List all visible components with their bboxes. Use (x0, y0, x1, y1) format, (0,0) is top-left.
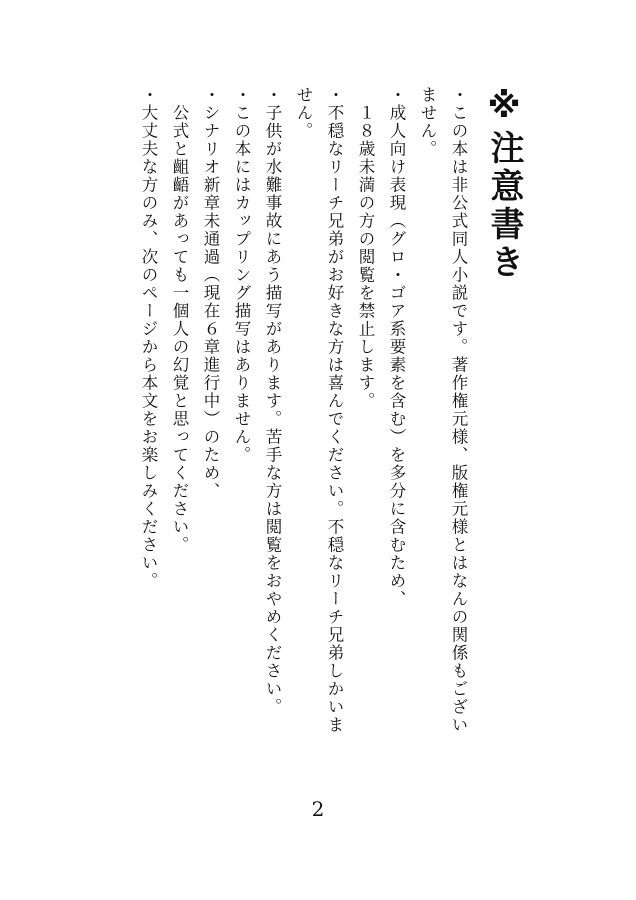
page-title: ※注意書き (484, 86, 524, 282)
notice-line: 公式と齟齬があっても一個人の幻覚と思ってください。 (170, 86, 189, 554)
notice-line: ・シナリオ新章未通過（現在６章進行中）のため、 (201, 86, 220, 500)
notice-line: １８歳未満の方の閲覧を禁止します。 (356, 86, 375, 410)
notice-line: ・子供が水難事故にあう描写があります。苦手な方は閲覧をおやめください。 (263, 86, 282, 716)
notice-line: ・この本は非公式同人小説です。著作権元様、版権元様とはなんの関係もございません。 (418, 86, 468, 734)
notice-line: ・成人向け表現（グロ・ゴア系要素を含む）を多分に含むため、 (387, 86, 406, 608)
page-number: 2 (311, 797, 325, 821)
notice-line: ・この本にはカップリング描写はありません。 (232, 86, 251, 464)
notice-list (133, 86, 474, 746)
notice-line: ・不穏なリーチ兄弟がお好きな方は喜んでください。不穏なリーチ兄弟しかいません。 (294, 86, 344, 734)
notice-line: ・大丈夫な方のみ、次のページから本文をお楽しみください。 (139, 86, 158, 590)
